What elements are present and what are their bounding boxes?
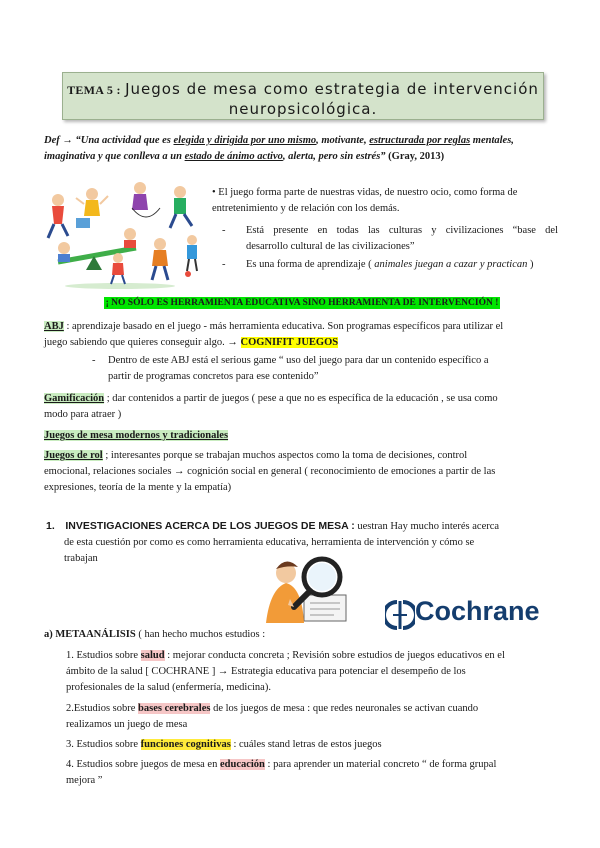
abj-label: ABJ — [44, 321, 64, 332]
def-citation: (Gray, 2013) — [385, 151, 445, 162]
studies-list — [66, 648, 562, 789]
juego-sub-1-line: desarrollo cultural de las civilizaciones” — [246, 241, 415, 252]
study-1 — [66, 648, 562, 696]
def-underline: estructurada por reglas — [369, 135, 471, 146]
metaanalisis-label: a) METAANÁLISIS — [44, 629, 136, 640]
def-text: imaginativa y que conlleva a un — [44, 151, 185, 162]
text: : para aprender un material concreto “ de forma grupal — [264, 759, 497, 770]
gamificacion-section — [44, 391, 564, 423]
section-heading: INVESTIGACIONES ACERCA DE LOS JUEGOS DE MESA : — [65, 520, 355, 532]
text: ; dar contenidos a partir de juegos ( pese a que no es específica de la educación , se usa como — [104, 393, 498, 404]
text: 2.Estudios sobre — [66, 703, 139, 714]
text: uestran Hay mucho interés acerca — [354, 521, 500, 532]
def-underline: elegida y dirigida por uno mismo — [173, 135, 317, 146]
study-highlight: funciones cognitivas — [140, 739, 231, 750]
tema-label: TEMA 5 : — [67, 83, 121, 97]
def-text: “Una actividad que es — [75, 135, 174, 146]
juego-bullet: • El juego forma parte de nuestras vidas, de nuestro ocio, como forma de — [212, 187, 518, 198]
text: mejora ” — [66, 775, 103, 786]
juegos-modernos-text: Juegos de mesa modernos y tradicionales — [44, 430, 229, 441]
juego-sub-2 — [246, 257, 566, 273]
dash: - — [222, 259, 226, 270]
juego-sub-1 — [246, 223, 558, 255]
study-highlight: educación — [219, 759, 265, 770]
study-2 — [66, 701, 562, 733]
def-text: mentales, — [470, 135, 514, 146]
cochrane-wordmark: Cochrane — [415, 596, 540, 626]
dash: - — [222, 225, 226, 236]
text: modo para atraer ) — [44, 409, 122, 420]
text: ; interesantes porque se trabajan muchos aspectos como la toma de decisiones, control — [102, 450, 468, 461]
text: : cuáles stand letras de estos juegos — [230, 739, 382, 750]
text: de los juegos de mesa : que redes neuronales se activan cuando — [210, 703, 479, 714]
text: de esta cuestión por como es como herramienta educativa, herramienta de intervención y cómo se — [64, 537, 475, 548]
study-4 — [66, 757, 562, 789]
abj-sub — [108, 353, 564, 385]
juegos-rol-label: Juegos de rol — [44, 450, 103, 461]
text: ámbito de la salud [ COCHRANE ] → Estrategia educativa para potenciar el desempeño de los — [66, 666, 466, 677]
title-text-2: neuropsicológica. — [228, 100, 378, 118]
title-text-1: Juegos de mesa como estrategia de intervención — [125, 80, 539, 98]
text: expresiones, teoría de la mente y la empatía) — [44, 482, 232, 493]
text: ) — [527, 259, 534, 270]
gamificacion-label: Gamificación — [44, 393, 105, 404]
study-3 — [66, 737, 562, 753]
text: Es una forma de aprendizaje ( — [246, 259, 375, 270]
def-text: , alerta, pero sin estrés” — [282, 151, 386, 162]
definition — [44, 133, 564, 165]
text: profesionales de la salud (enfermería, medicina). — [66, 682, 271, 693]
text: : mejorar conducta concreta ; Revisión sobre estudios de juegos educativos en el — [164, 650, 505, 661]
text: Dentro de este ABJ está el serious game “ uso del juego para dar un contenido específico a — [108, 355, 489, 366]
metaanalisis — [44, 627, 265, 643]
text: partir de programas concretos para ese contenido” — [108, 371, 319, 382]
juegos-modernos-heading — [44, 428, 228, 444]
dash: - — [92, 355, 96, 366]
title-box — [62, 72, 544, 120]
def-label: Def → — [44, 135, 73, 146]
children-playing-illustration — [40, 178, 202, 290]
text: : aprendizaje basado en el juego - más herramienta educativa. Son programas específicos para utilizar el — [63, 321, 504, 332]
def-underline: estado de ánimo activo — [184, 151, 283, 162]
study-highlight: bases cerebrales — [138, 703, 211, 714]
text: realizamos un juego de mesa — [66, 719, 188, 730]
title-line-1 — [63, 80, 543, 99]
abj-section — [44, 319, 564, 351]
juego-bullet-cont: entretenimiento y de relación con los demás. — [212, 203, 400, 214]
cochrane-logo-icon — [385, 599, 415, 631]
text-italic: animales juegan a cazar y practican — [374, 259, 528, 270]
text: 3. Estudios sobre — [66, 739, 141, 750]
study-highlight: salud — [140, 650, 165, 661]
section-number: 1. — [46, 520, 55, 532]
magnifying-glass-illustration — [258, 553, 358, 625]
text: ( han hecho muchos estudios : — [135, 629, 266, 640]
text: 1. Estudios sobre — [66, 650, 141, 661]
cochrane-logo — [385, 597, 545, 633]
banner — [40, 292, 564, 310]
text: trabajan — [64, 553, 98, 564]
banner-text: ¡ NO SÓLO ES HERRAMIENTA EDUCATIVA SINO HERRAMIENTA DE INTERVENCIÓN ! — [105, 298, 499, 308]
cognifit-highlight: COGNIFIT JUEGOS — [240, 337, 339, 348]
juego-sub-1-line: Está presente en todas las culturas y civilizaciones “base del — [246, 225, 558, 236]
juegos-rol-section — [44, 448, 564, 496]
text: emocional, relaciones sociales → cognición social en general ( reconocimiento de emociones a partir de las — [44, 466, 496, 477]
text: 4. Estudios sobre juegos de mesa en — [66, 759, 220, 770]
def-text: , motivante, — [316, 135, 370, 146]
juego-description — [212, 185, 564, 217]
text: juego sabiendo que quieres conseguir algo. → — [44, 337, 241, 348]
